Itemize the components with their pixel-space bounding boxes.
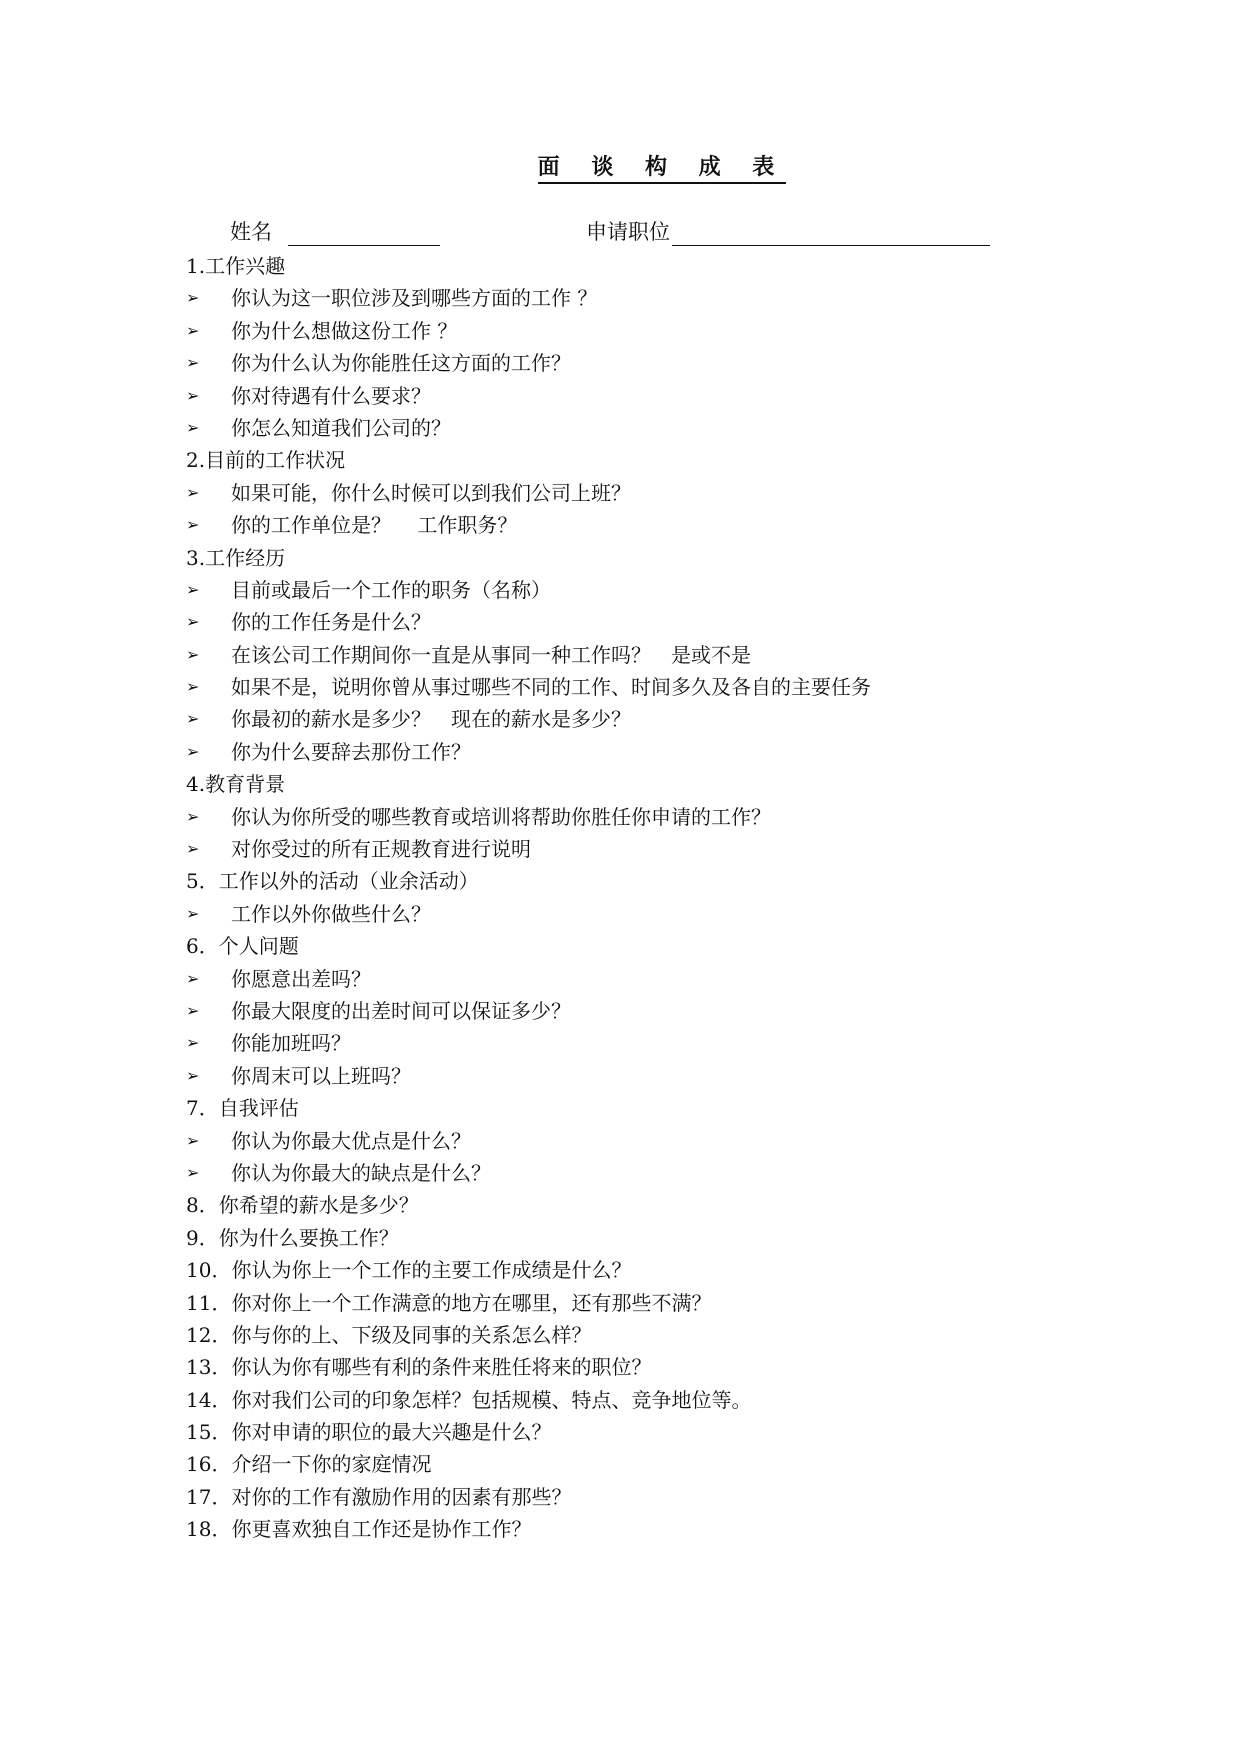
question-item xyxy=(186,282,1086,314)
arrow-bullet-icon: ➢ xyxy=(186,741,200,761)
arrow-bullet-icon: ➢ xyxy=(186,806,200,826)
section-heading: 6．个人问题 xyxy=(186,934,299,959)
question-text: 你认为你最大的缺点是什么？ xyxy=(231,1160,491,1185)
arrow-bullet-icon: ➢ xyxy=(186,968,200,988)
question-text: 工作以外你做些什么？ xyxy=(231,901,431,926)
section-heading: 12．你与你的上、下级及同事的关系怎么样？ xyxy=(186,1322,592,1347)
question-text: 你认为你最大优点是什么？ xyxy=(231,1128,471,1153)
question-item xyxy=(186,1125,1086,1157)
question-text: 如果不是，说明你曾从事过哪些不同的工作、时间多久及各自的主要任务 xyxy=(231,675,871,700)
question-item xyxy=(186,1027,1086,1059)
section-heading: 15．你对申请的职位的最大兴趣是什么？ xyxy=(186,1420,552,1445)
question-item xyxy=(186,671,1086,703)
section-heading: 1.工作兴趣 xyxy=(186,254,286,278)
question-item xyxy=(186,1060,1086,1092)
question-text: 你为什么认为你能胜任这方面的工作？ xyxy=(231,351,571,376)
section-heading: 5．工作以外的活动（业余活动） xyxy=(186,869,479,894)
arrow-bullet-icon: ➢ xyxy=(186,417,200,437)
question-text: 目前或最后一个工作的职务（名称） xyxy=(231,577,551,602)
section-heading: 18．你更喜欢独自工作还是协作工作？ xyxy=(186,1517,532,1542)
question-item xyxy=(186,477,1086,509)
question-text: 你的工作任务是什么？ xyxy=(231,610,431,635)
section-heading: 7．自我评估 xyxy=(186,1096,299,1121)
question-item xyxy=(186,736,1086,768)
question-item xyxy=(186,1157,1086,1189)
question-text: 如果可能，你什么时候可以到我们公司上班？ xyxy=(231,480,631,505)
arrow-bullet-icon: ➢ xyxy=(186,288,200,308)
name-blank-line[interactable] xyxy=(288,221,440,246)
section-heading: 13．你认为你有哪些有利的条件来胜任将来的职位？ xyxy=(186,1355,652,1380)
question-text: 你最大限度的出差时间可以保证多少？ xyxy=(231,998,571,1023)
page-title-text: 面 谈 构 成 表 xyxy=(538,154,787,184)
arrow-bullet-icon: ➢ xyxy=(186,515,200,535)
section-heading: 4.教育背景 xyxy=(186,772,286,797)
question-item xyxy=(186,833,1086,865)
question-item xyxy=(186,412,1086,444)
section-heading: 3.工作经历 xyxy=(186,545,286,570)
question-text: 你为什么想做这份工作 ？ xyxy=(231,318,458,343)
position-field xyxy=(586,218,990,246)
question-list xyxy=(186,250,1086,1546)
section-heading: 8．你希望的薪水是多少？ xyxy=(186,1193,419,1218)
question-text: 你认为你所受的哪些教育或培训将帮助你胜任你申请的工作？ xyxy=(231,804,771,829)
question-text: 对你受过的所有正规教育进行说明 xyxy=(231,837,531,862)
arrow-bullet-icon: ➢ xyxy=(186,903,200,923)
arrow-bullet-icon: ➢ xyxy=(186,1000,200,1020)
arrow-bullet-icon: ➢ xyxy=(186,1130,200,1150)
question-text: 你愿意出差吗？ xyxy=(231,966,371,991)
arrow-bullet-icon: ➢ xyxy=(186,1065,200,1085)
question-item xyxy=(186,963,1086,995)
position-label: 申请职位 xyxy=(586,220,670,244)
question-text: 你为什么要辞去那份工作？ xyxy=(231,739,471,764)
question-item xyxy=(186,898,1086,930)
arrow-bullet-icon: ➢ xyxy=(186,709,200,729)
question-text: 你能加班吗？ xyxy=(231,1031,351,1056)
arrow-bullet-icon: ➢ xyxy=(186,482,200,502)
section-heading: 14．你对我们公司的印象怎样？包括规模、特点、竞争地位等。 xyxy=(186,1387,752,1412)
section-heading: 16．介绍一下你的家庭情况 xyxy=(186,1452,432,1477)
section-heading: 17．对你的工作有激励作用的因素有那些？ xyxy=(186,1484,572,1509)
section-heading: 11．你对你上一个工作满意的地方在哪里，还有那些不满？ xyxy=(186,1290,712,1315)
question-item xyxy=(186,995,1086,1027)
question-text: 你对待遇有什么要求？ xyxy=(231,383,431,408)
question-text: 你认为这一职位涉及到哪些方面的工作 ？ xyxy=(231,286,598,311)
section-heading: 9．你为什么要换工作？ xyxy=(186,1225,399,1250)
section-heading: 10．你认为你上一个工作的主要工作成绩是什么？ xyxy=(186,1258,632,1283)
arrow-bullet-icon: ➢ xyxy=(186,320,200,340)
arrow-bullet-icon: ➢ xyxy=(186,1033,200,1053)
arrow-bullet-icon: ➢ xyxy=(186,677,200,697)
question-item xyxy=(186,380,1086,412)
question-item xyxy=(186,639,1086,671)
question-item xyxy=(186,315,1086,347)
position-blank-line[interactable] xyxy=(672,221,990,246)
arrow-bullet-icon: ➢ xyxy=(186,839,200,859)
name-field xyxy=(230,218,440,246)
question-text: 在该公司工作期间你一直是从事同一种工作吗？ 是或不是 xyxy=(231,642,751,667)
question-text: 你怎么知道我们公司的？ xyxy=(231,415,451,440)
question-item xyxy=(186,509,1086,541)
question-text: 你的工作单位是？ 工作职务？ xyxy=(231,513,518,538)
name-label: 姓名 xyxy=(230,220,272,244)
section-heading: 2.目前的工作状况 xyxy=(186,448,346,473)
arrow-bullet-icon: ➢ xyxy=(186,1162,200,1182)
question-item xyxy=(186,703,1086,735)
page-title xyxy=(0,150,1241,181)
arrow-bullet-icon: ➢ xyxy=(186,612,200,632)
arrow-bullet-icon: ➢ xyxy=(186,579,200,599)
arrow-bullet-icon: ➢ xyxy=(186,385,200,405)
question-item xyxy=(186,801,1086,833)
question-item xyxy=(186,347,1086,379)
arrow-bullet-icon: ➢ xyxy=(186,644,200,664)
question-item xyxy=(186,574,1086,606)
question-text: 你最初的薪水是多少？ 现在的薪水是多少？ xyxy=(231,707,631,732)
arrow-bullet-icon: ➢ xyxy=(186,353,200,373)
question-text: 你周末可以上班吗？ xyxy=(231,1063,411,1088)
question-item xyxy=(186,606,1086,638)
